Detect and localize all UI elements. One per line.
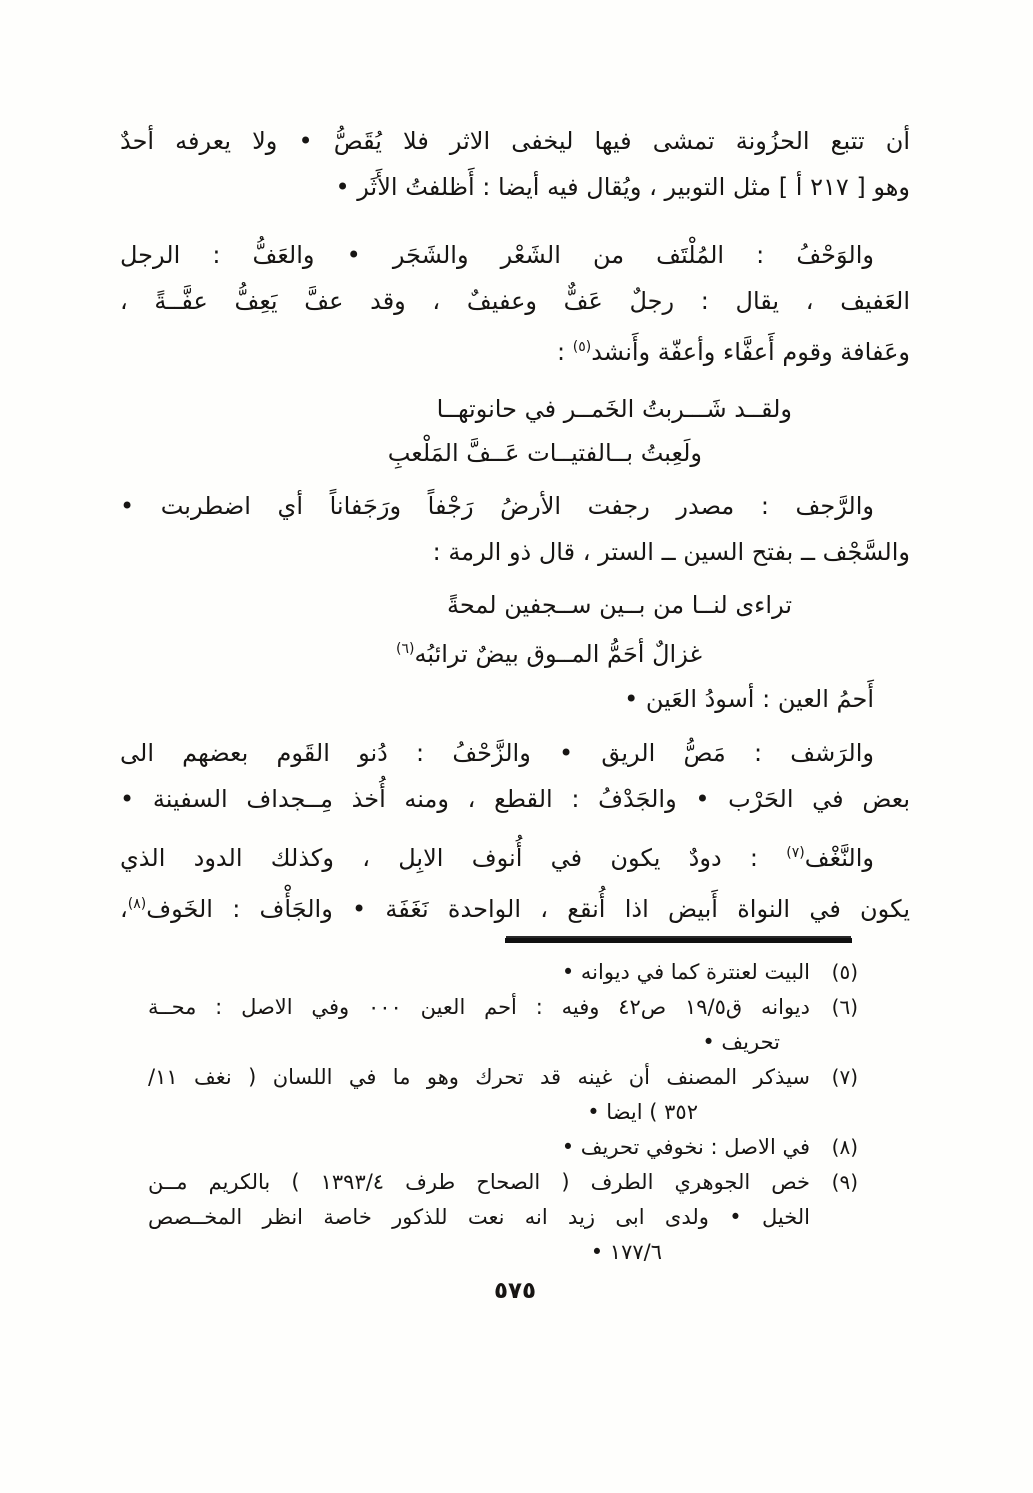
footnote-ref: (٧) bbox=[786, 845, 805, 861]
footnote-line: خص الجوهري الطرف ( الصحاح طرف ١٣٩٣/٤ ) بالكريم مــن bbox=[148, 1170, 811, 1194]
body-line bbox=[120, 881, 910, 932]
footnote-line: ديوانه ق١٩/٥ ص٤٢ وفيه : أحم العين ٠٠٠ وفي الاصل : محــة bbox=[148, 995, 810, 1019]
verse-line: ولقــد شَـــربتُ الخَمــر في حانوتهــا bbox=[436, 395, 792, 423]
paragraph bbox=[120, 730, 910, 822]
footnote-line: في الاصل : نخوفي تحريف • bbox=[561, 1135, 810, 1159]
verse-line-text: غزالٌ أحَمُّ المــوق بيضٌ ترائبُه bbox=[414, 640, 702, 668]
footnote bbox=[148, 1060, 858, 1130]
footnotes bbox=[148, 955, 858, 1270]
body-line-text: والنَّغْف bbox=[804, 844, 874, 872]
body-line-text: يكون في النواة أَبيض اذا أُنقع ، الواحدة نَغَفَة • والجَأْف : الخَوف bbox=[146, 895, 910, 923]
verse-line: ولَعِبتُ بــالفتيــات عَــفَّ المَلْعبِ bbox=[387, 439, 702, 467]
body-line-text: : bbox=[557, 338, 573, 366]
footnote-line: تحريف • bbox=[702, 1030, 780, 1054]
footnote-ref: (٨) bbox=[127, 896, 147, 912]
footnote-text bbox=[148, 990, 810, 1060]
body-line-text: : دودٌ يكون في أُنوف الابِل ، وكذلك الدود الذي bbox=[120, 844, 787, 872]
footnote-marker: (٩) bbox=[831, 1170, 858, 1194]
body-line-text: ، bbox=[120, 895, 128, 923]
paragraph bbox=[120, 118, 910, 210]
footnote-line: ٣٥٢ ) ايضا • bbox=[587, 1100, 698, 1124]
body-line: أن تتبع الحزُونة تمشى فيها ليخفى الاثر فلا يُقَصُّ • ولا يعرفه أحدٌ bbox=[120, 127, 910, 155]
body-line: والرَشف : مَصُّ الريق • والزَّحْفُ : دُنو القَوم بعضهم الى bbox=[120, 739, 874, 767]
verse-couplet bbox=[120, 387, 910, 475]
footnote-line: البيت لعنترة كما في ديوانه • bbox=[561, 960, 810, 984]
verse-line bbox=[120, 627, 910, 676]
body-line bbox=[120, 324, 910, 375]
page-number: ٥٧٥ bbox=[493, 1278, 537, 1304]
body-line: أَحمُ العين : أسودُ العَين • bbox=[624, 685, 874, 713]
verse-couplet bbox=[120, 583, 910, 676]
body-line: وهو [ ٢١٧ أ ] مثل التوبير ، ويُقال فيه أيضا : أَظلفتُ الأَثَر • bbox=[335, 173, 910, 201]
footnote bbox=[148, 955, 858, 990]
footnote-line: ١٧٧/٦ • bbox=[590, 1240, 662, 1264]
footnote-line: الخيل • ولدى ابى زيد انه نعت للذكور خاصة انظر المخــصص bbox=[148, 1205, 810, 1229]
footnote-ref: (٦) bbox=[396, 641, 415, 657]
footnote-marker: (٧) bbox=[831, 1065, 858, 1089]
footnote-text bbox=[148, 1165, 810, 1270]
paragraph bbox=[120, 676, 910, 722]
footnote-marker: (٨) bbox=[831, 1135, 858, 1159]
paragraph bbox=[120, 830, 910, 932]
footnote-marker: (٦) bbox=[831, 995, 858, 1019]
paragraph bbox=[120, 232, 910, 375]
footnote-text bbox=[148, 955, 810, 990]
paragraph bbox=[120, 483, 910, 575]
footnote-text bbox=[148, 1130, 810, 1165]
footnote bbox=[148, 1165, 858, 1270]
body-line: والوَحْفُ : المُلْتَف من الشَعْر والشَجَر • والعَفُّ : الرجل bbox=[120, 241, 874, 269]
body-line: والسَّجْف ــ بفتح السين ــ الستر ، قال ذو الرمة : bbox=[432, 538, 910, 566]
footnote-text bbox=[148, 1060, 810, 1130]
body-line bbox=[120, 830, 910, 881]
footnote-marker: (٥) bbox=[831, 960, 858, 984]
footnote-ref: (٥) bbox=[572, 339, 592, 355]
body-line-text: وعَفافة وقوم أَعفَّاء وأعفّة وأَنشد bbox=[591, 338, 910, 366]
body-line: والرَّجف : مصدر رجفت الأرضُ رَجْفاً ورَجَفاناً أي اضطربت • bbox=[120, 492, 874, 520]
main-text bbox=[120, 118, 910, 1304]
footnote-line: سيذكر المصنف أن غينه قد تحرك وهو ما في اللسان ( نغف ١١/ bbox=[148, 1065, 810, 1089]
verse-line: تراءى لنــا من بــين ســجفين لمحةً bbox=[447, 591, 792, 619]
footnote-separator-rule bbox=[505, 938, 852, 943]
body-line: العَفيف ، يقال : رجلٌ عَفٌّ وعفيفٌ ، وقد عفَّ يَعِفُّ عفَّــةً ، bbox=[120, 287, 910, 315]
footnote bbox=[148, 990, 858, 1060]
footnote bbox=[148, 1130, 858, 1165]
body-line: بعض في الحَرْب • والجَدْفُ : القطع ، ومنه أُخذ مِــجداف السفينة • bbox=[120, 785, 910, 813]
